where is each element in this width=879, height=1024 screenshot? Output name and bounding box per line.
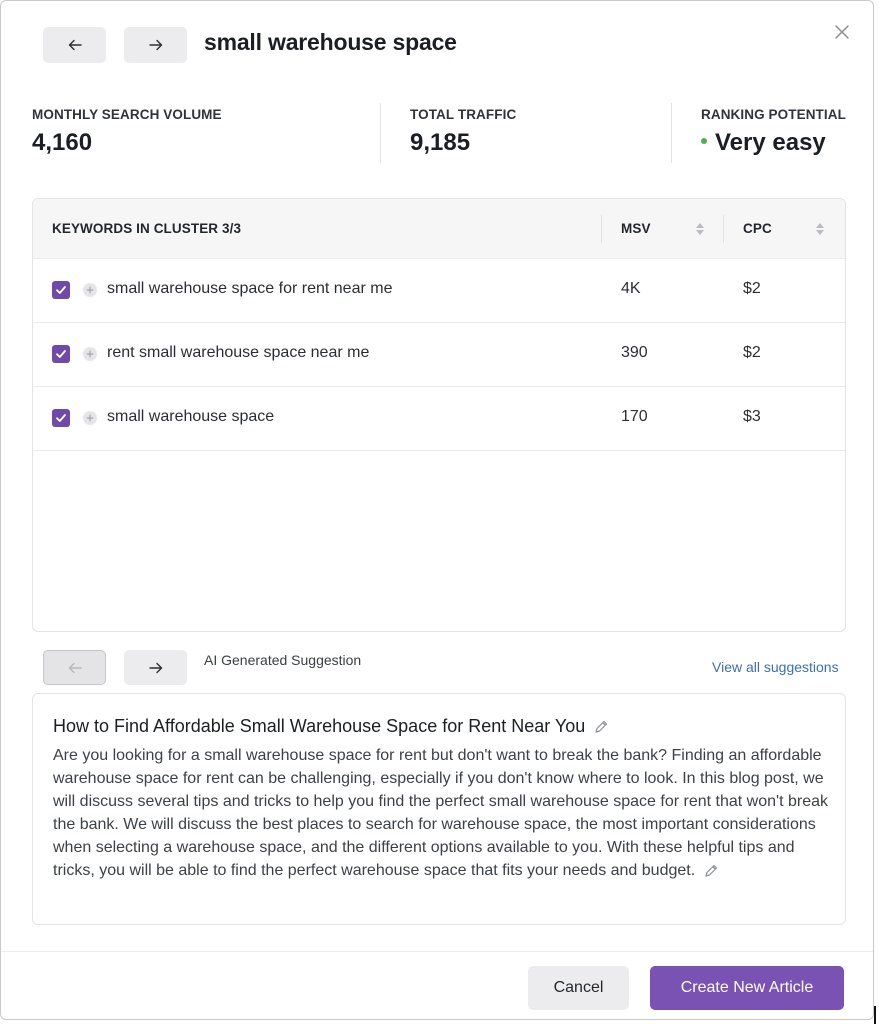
text-cursor (874, 1006, 876, 1024)
page-title: small warehouse space (204, 29, 457, 55)
edit-body-icon[interactable] (703, 863, 719, 879)
keyword-text: small warehouse space (107, 408, 275, 425)
table-header (33, 199, 845, 259)
check-icon (55, 412, 67, 424)
next-suggestion-button[interactable] (124, 650, 187, 685)
cancel-button[interactable]: Cancel (528, 966, 629, 1010)
keyword-cpc: $2 (743, 280, 761, 297)
ranking-potential-label: RANKING POTENTIAL (701, 107, 846, 122)
keyword-checkbox[interactable] (52, 281, 70, 299)
column-divider (601, 215, 602, 243)
suggestion-title-text: How to Find Affordable Small Warehouse Space for Rent Near You (53, 716, 586, 736)
footer-divider (1, 951, 874, 952)
keyword-cpc: $3 (743, 408, 761, 425)
column-divider (723, 215, 724, 243)
stat-divider (380, 103, 381, 163)
arrow-right-icon (148, 37, 164, 53)
add-keyword-icon[interactable] (82, 410, 98, 426)
table-row (33, 323, 845, 387)
monthly-search-volume-label: MONTHLY SEARCH VOLUME (32, 107, 222, 122)
keyword-msv: 4K (621, 280, 641, 297)
msv-column-header[interactable]: MSV (621, 221, 651, 236)
view-all-suggestions-link[interactable]: View all suggestions (712, 659, 839, 675)
ranking-status-dot (701, 138, 707, 144)
total-traffic-value: 9,185 (410, 129, 471, 156)
check-icon (55, 284, 67, 296)
keyword-text: small warehouse space for rent near me (107, 280, 393, 297)
edit-title-icon[interactable] (593, 719, 609, 735)
table-row (33, 259, 845, 323)
stat-divider (671, 103, 672, 163)
ranking-potential-text: Very easy (715, 129, 826, 156)
keywords-table (32, 198, 846, 632)
next-keyword-button[interactable] (124, 27, 187, 63)
suggestion-body (53, 744, 828, 882)
create-new-article-button[interactable]: Create New Article (650, 966, 844, 1010)
previous-suggestion-button[interactable] (43, 650, 106, 685)
table-row (33, 387, 845, 451)
monthly-search-volume-value: 4,160 (32, 129, 93, 156)
cpc-column-header[interactable]: CPC (743, 221, 772, 236)
arrow-left-icon (67, 37, 83, 53)
suggestion-card (32, 693, 846, 925)
add-keyword-icon[interactable] (82, 282, 98, 298)
close-icon[interactable] (831, 21, 853, 43)
keyword-checkbox[interactable] (52, 409, 70, 427)
keyword-text: rent small warehouse space near me (107, 344, 370, 361)
keyword-msv: 170 (621, 408, 648, 425)
suggestion-body-text: Are you looking for a small warehouse space for rent but don't want to break the bank? Finding an affordable warehouse space for rent can be challenging, especially if you don't know where to look. In this blog post, we will discuss several tips and tricks to help you find the perfect small warehouse space for rent that won't break the bank. We will discuss the best places to search for warehouse space, the most important considerations when selecting a warehouse space, and the different options available to you. With these helpful tips and tricks, you will be able to find the perfect warehouse space that fits your needs and budget. (53, 747, 828, 879)
keyword-msv: 390 (621, 344, 648, 361)
check-icon (55, 348, 67, 360)
ai-suggestion-label: AI Generated Suggestion (204, 652, 362, 668)
sort-icon[interactable] (694, 221, 706, 237)
add-keyword-icon[interactable] (82, 346, 98, 362)
arrow-left-icon (67, 660, 83, 676)
keyword-cpc: $2 (743, 344, 761, 361)
total-traffic-label: TOTAL TRAFFIC (410, 107, 517, 122)
ranking-potential-value (701, 129, 826, 157)
keyword-checkbox[interactable] (52, 345, 70, 363)
previous-keyword-button[interactable] (43, 27, 106, 63)
keywords-column-header: KEYWORDS IN CLUSTER 3/3 (52, 221, 242, 236)
arrow-right-icon (148, 660, 164, 676)
sort-icon[interactable] (814, 221, 826, 237)
suggestion-title (53, 716, 609, 737)
